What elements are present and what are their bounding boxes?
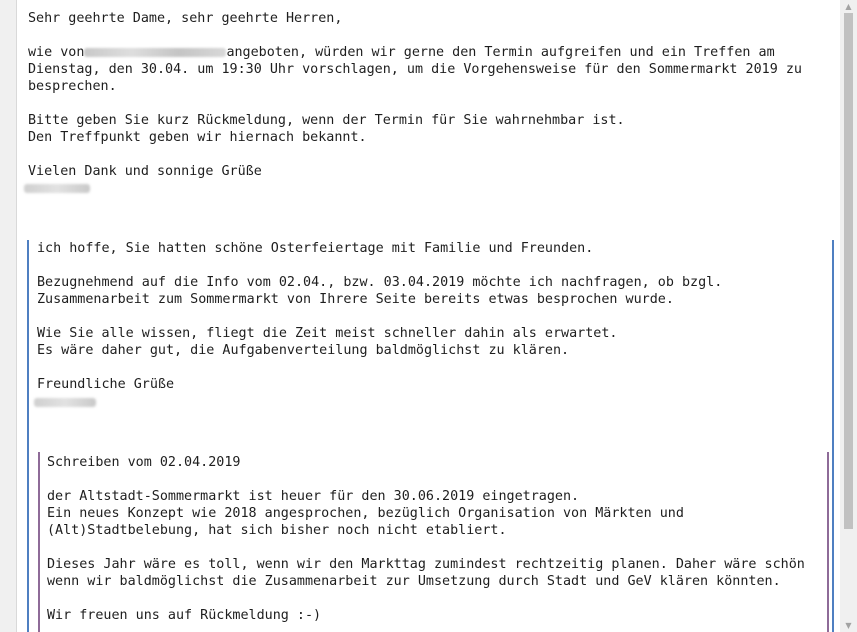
redacted-signature	[24, 184, 90, 193]
quote-line: Zusammenarbeit zum Sommermarkt von Ihrere Seite bereits etwas besprochen wurde.	[37, 292, 674, 307]
quote-line: Wie Sie alle wissen, fliegt die Zeit meist schneller dahin als erwartet.	[37, 326, 618, 341]
scrollbar-thumb[interactable]	[844, 13, 853, 529]
quote-line: ich hoffe, Sie hatten schöne Osterfeiertage mit Familie und Freunden.	[37, 241, 594, 256]
greeting: Sehr geehrte Dame, sehr geehrte Herren,	[28, 11, 343, 26]
quote-header: Schreiben vom 02.04.2019	[47, 455, 241, 470]
quote-line: Dieses Jahr wäre es toll, wenn wir den Markttag zumindest rechtzeitig planen. Daher wäre schön	[47, 557, 805, 572]
quote-line: Bezugnehmend auf die Info vom 02.04., bzw. 03.04.2019 möchte ich nachfragen, ob bzgl.	[37, 275, 723, 290]
email-body-pane[interactable]	[16, 0, 841, 632]
quote-line: wenn wir baldmöglichst die Zusammenarbeit zur Umsetzung durch Stadt und GeV klären könnten.	[47, 574, 781, 589]
body-line: wie von angeboten, würden wir gerne den Termin aufgreifen und ein Treffen am	[28, 45, 775, 60]
redacted-name	[84, 48, 226, 57]
body-line: besprechen.	[28, 79, 117, 94]
quote-line: (Alt)Stadtbelebung, hat sich bisher noch nicht etabliert.	[47, 523, 507, 538]
body-line: Bitte geben Sie kurz Rückmeldung, wenn der Termin für Sie wahrnehmbar ist.	[28, 113, 625, 128]
quote-closing: Freundliche Grüße	[37, 377, 175, 392]
quote-line: Wir freuen uns auf Rückmeldung :-)	[47, 608, 322, 623]
closing: Vielen Dank und sonnige Grüße	[28, 164, 262, 179]
chevron-down-icon[interactable]: ▼	[845, 621, 852, 630]
body-line: Dienstag, den 30.04. um 19:30 Uhr vorschlagen, um die Vorgehensweise für den Sommermarkt 2019 zu	[28, 62, 802, 77]
quote-line: Ein neues Konzept wie 2018 angesprochen, bezüglich Organisation von Märkten und	[47, 506, 684, 521]
redacted-signature	[34, 398, 96, 407]
quote-line: Es wäre daher gut, die Aufgabenverteilung baldmöglichst zu klären.	[37, 343, 570, 358]
quoted-message-2	[38, 452, 829, 632]
body-line: Den Treffpunkt geben wir hiernach bekannt.	[28, 130, 367, 145]
chevron-up-icon[interactable]: ▲	[845, 2, 852, 11]
quote-line: der Altstadt-Sommermarkt ist heuer für den 30.06.2019 eingetragen.	[47, 489, 580, 504]
